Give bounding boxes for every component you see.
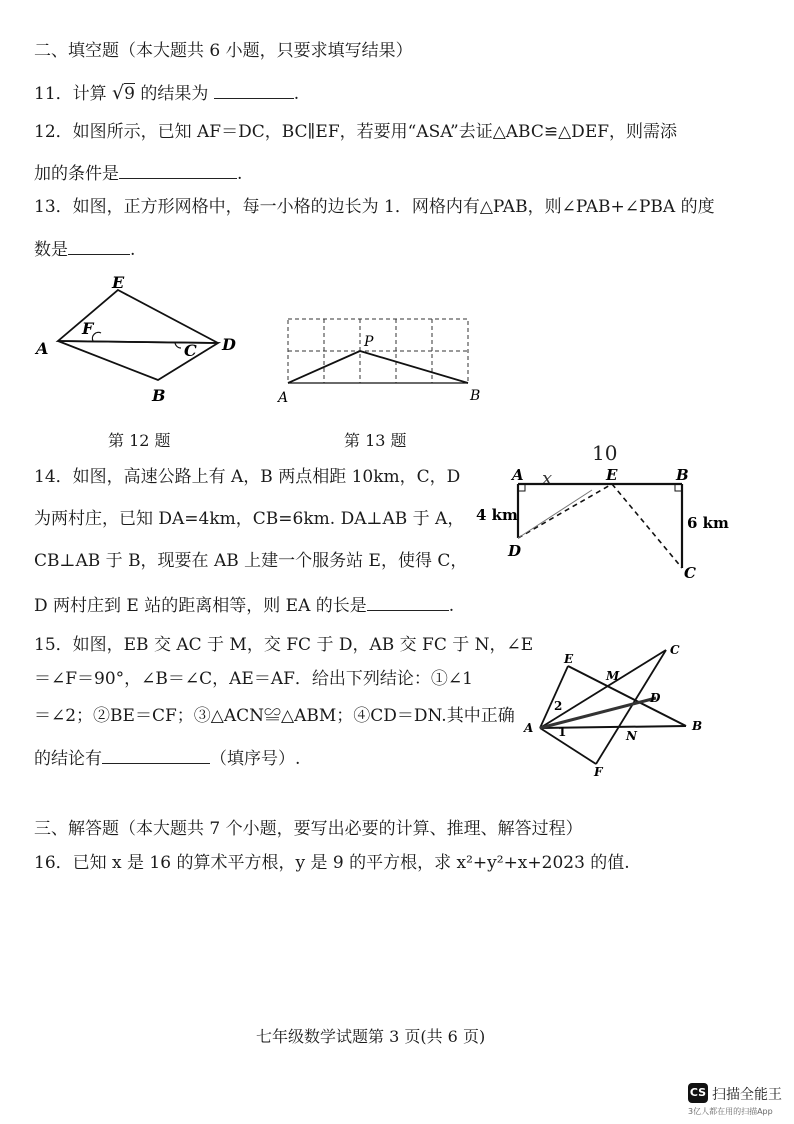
label-c: C xyxy=(684,564,696,582)
segment-ac xyxy=(540,650,666,728)
label-a: A xyxy=(36,339,49,358)
label-b: B xyxy=(470,388,481,404)
q15-suffix: （填序号）. xyxy=(210,749,301,769)
question-14-line1: 14．如图，高速公路上有 A，B 两点相距 10km，C，D xyxy=(34,467,461,487)
handwritten-x: x xyxy=(542,468,553,489)
label-d: D xyxy=(222,335,236,354)
label-f: F xyxy=(594,765,603,779)
figure-14 xyxy=(472,436,732,586)
q13-answer-blank xyxy=(68,236,130,255)
label-p: P xyxy=(364,334,374,350)
camscanner-tagline: 3亿人都在用的扫描App xyxy=(688,1107,773,1116)
segment-fc xyxy=(596,650,666,764)
question-14-line2: 为两村庄，已知 DA=4km，CB=6km. DA⊥AB 于 A， xyxy=(34,509,465,529)
q13-prefix: 数是 xyxy=(34,240,68,260)
dashed-de xyxy=(518,484,612,538)
handwritten-ten: 10 xyxy=(592,441,618,465)
q11-suffix: 的结果为 xyxy=(140,84,209,104)
label-n: N xyxy=(626,729,637,743)
q14-prefix: D 两村庄到 E 站的距离相等，则 EA 的长是 xyxy=(34,596,367,616)
figure-13 xyxy=(272,308,490,408)
dashed-ce xyxy=(612,484,682,568)
question-12-line1: 12．如图所示，已知 AF＝DC，BC∥EF，若要用“ASA”去证△ABC≌△DEF，则需添 xyxy=(34,122,678,142)
question-14-line3: CB⊥AB 于 B，现要在 AB 上建一个服务站 E，使得 C， xyxy=(34,551,468,571)
q11-radicand: 9 xyxy=(124,84,135,104)
label-c: C xyxy=(184,341,197,360)
question-15-line2: ＝∠F＝90°，∠B＝∠C，AE＝AF．给出下列结论：①∠1 xyxy=(34,669,473,689)
q14-answer-blank xyxy=(367,592,449,611)
label-a: A xyxy=(512,466,524,484)
question-15-line3: ＝∠2；②BE＝CF；③△ACN≌△ABM；④CD＝DN.其中正确 xyxy=(34,706,515,726)
label-b: B xyxy=(692,719,703,733)
figure-12 xyxy=(30,268,250,408)
q14-period: . xyxy=(448,596,455,616)
label-angle-2: 2 xyxy=(554,699,563,713)
section-title-fill-in: 二、填空题（本大题共 6 小题，只要求填写结果） xyxy=(34,41,413,61)
figure-13-caption: 第 13 题 xyxy=(344,431,407,450)
q13-period: . xyxy=(130,240,136,260)
figure-15 xyxy=(516,636,716,782)
segment-af xyxy=(540,728,596,764)
section-title-answer: 三、解答题（本大题共 7 个小题，要写出必要的计算、推理、解答过程） xyxy=(34,819,583,839)
q15-answer-blank xyxy=(102,745,210,764)
question-13-line1: 13．如图，正方形网格中，每一小格的边长为 1．网格内有△PAB，则∠PAB+∠PBA 的度 xyxy=(34,197,715,217)
label-cb-length: 6 km xyxy=(687,514,729,532)
q12-prefix: 加的条件是 xyxy=(34,164,119,184)
label-m: M xyxy=(606,669,620,683)
q11-answer-blank xyxy=(214,80,294,99)
question-15-line4 xyxy=(34,745,300,770)
label-e: E xyxy=(564,652,574,666)
question-16: 16．已知 x 是 16 的算术平方根，y 是 9 的平方根，求 x²+y²+x+2023 的值. xyxy=(34,853,630,873)
label-c: C xyxy=(670,643,680,657)
question-11 xyxy=(34,80,299,105)
label-angle-1: 1 xyxy=(558,725,567,739)
q12-period: . xyxy=(237,164,243,184)
label-f: F xyxy=(82,319,94,338)
angle-mark-f xyxy=(92,332,101,341)
pencil-sketch xyxy=(518,490,592,538)
sqrt-symbol: √ xyxy=(112,82,125,104)
q11-prefix: 11．计算 xyxy=(34,84,107,104)
question-13-line2 xyxy=(34,236,135,261)
label-e: E xyxy=(606,466,618,484)
label-a: A xyxy=(524,721,534,735)
label-b: B xyxy=(676,466,689,484)
label-da-length: 4 km xyxy=(476,506,518,524)
camscanner-logo-icon: CS xyxy=(688,1083,708,1103)
page-footer: 七年级数学试题第 3 页(共 6 页) xyxy=(256,1027,486,1046)
question-15-line1: 15．如图，EB 交 AC 于 M，交 FC 于 D，AB 交 FC 于 N，∠E xyxy=(34,635,534,655)
camscanner-brand: 扫描全能王 xyxy=(712,1087,782,1103)
triangle-pab xyxy=(288,351,468,383)
q15-prefix: 的结论有 xyxy=(34,749,102,769)
label-d: D xyxy=(650,691,661,705)
label-e: E xyxy=(112,273,125,292)
question-12-line2 xyxy=(34,160,242,185)
label-d: D xyxy=(508,542,522,560)
grid xyxy=(288,319,468,383)
label-b: B xyxy=(152,386,166,405)
q11-period: . xyxy=(293,84,300,104)
q12-answer-blank xyxy=(119,160,237,179)
question-14-line4 xyxy=(34,592,454,617)
label-a: A xyxy=(278,390,289,406)
figure-12-caption: 第 12 题 xyxy=(108,431,171,450)
